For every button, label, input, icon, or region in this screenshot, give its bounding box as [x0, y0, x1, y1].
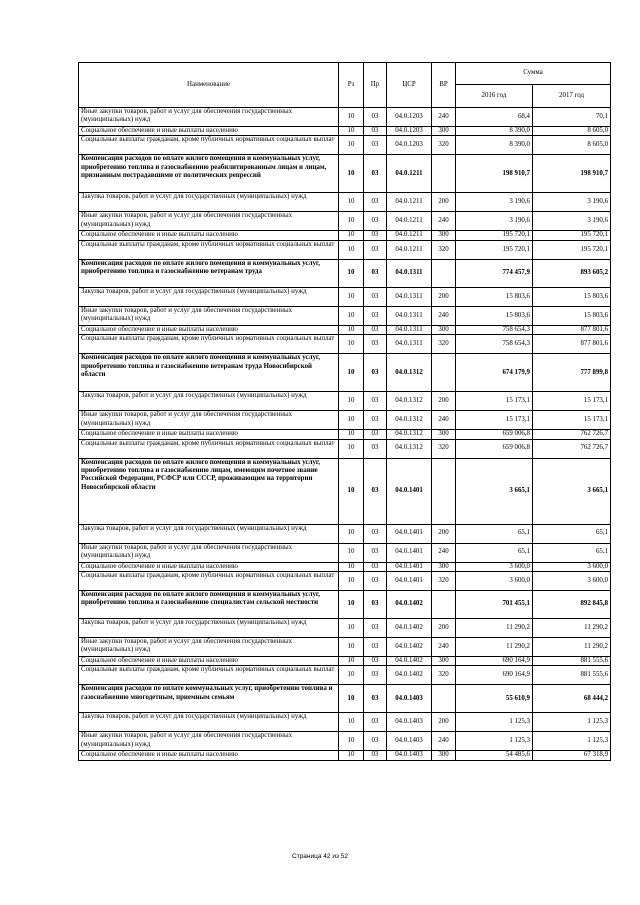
row-vr: 320: [432, 136, 456, 155]
row-rz: 10: [339, 411, 364, 430]
row-pr: 03: [364, 136, 387, 155]
row-pr: 03: [364, 240, 387, 259]
row-csr: 04.0.1402: [387, 591, 432, 619]
table-row: [79, 562, 611, 571]
row-sum-2017: 877 801,6: [533, 335, 611, 354]
table-row: [79, 751, 611, 760]
row-sum-2017: 762 726,7: [533, 430, 611, 439]
row-pr: 03: [364, 524, 387, 543]
row-vr: 240: [432, 108, 456, 127]
row-sum-2016: 15 803,6: [456, 287, 533, 306]
row-name: Социальное обеспечение и иные выплаты населению: [79, 325, 339, 334]
row-name: Социальное обеспечение и иные выплаты населению: [79, 231, 339, 240]
table-row: [79, 430, 611, 439]
row-pr: 03: [364, 751, 387, 760]
row-rz: 10: [339, 325, 364, 334]
table-row: [79, 325, 611, 334]
row-sum-2017: 762 726,7: [533, 439, 611, 458]
row-sum-2017: 777 899,8: [533, 354, 611, 392]
row-name: Закупка товаров, работ и услуг для государственных (муниципальных) нужд: [79, 619, 339, 638]
row-vr: 320: [432, 439, 456, 458]
row-csr: 04.0.1311: [387, 306, 432, 325]
row-sum-2016: 659 006,8: [456, 439, 533, 458]
row-rz: 10: [339, 127, 364, 136]
table-row: [79, 619, 611, 638]
row-rz: 10: [339, 193, 364, 212]
row-csr: 04.0.1312: [387, 354, 432, 392]
row-vr: 200: [432, 713, 456, 732]
row-pr: 03: [364, 259, 387, 287]
row-name: Социальные выплаты гражданам, кроме публичных нормативных социальных выплат: [79, 439, 339, 458]
row-vr: 300: [432, 325, 456, 334]
row-rz: 10: [339, 231, 364, 240]
row-name: Иные закупки товаров, работ и услуг для обеспечения государственных (муниципальных) нужд: [79, 108, 339, 127]
row-rz: 10: [339, 430, 364, 439]
row-pr: 03: [364, 392, 387, 411]
row-rz: 10: [339, 335, 364, 354]
row-pr: 03: [364, 638, 387, 657]
row-pr: 03: [364, 354, 387, 392]
row-pr: 03: [364, 732, 387, 751]
row-sum-2016: 3 190,6: [456, 212, 533, 231]
header-csr: ЦСР: [387, 63, 432, 108]
table-row-section: [79, 458, 611, 524]
row-pr: 03: [364, 619, 387, 638]
row-vr: [432, 259, 456, 287]
row-csr: 04.0.1402: [387, 619, 432, 638]
table-row: [79, 732, 611, 751]
row-csr: 04.0.1211: [387, 155, 432, 193]
row-sum-2017: 3 600,0: [533, 572, 611, 591]
row-sum-2017: 3 190,6: [533, 212, 611, 231]
row-sum-2016: 674 179,9: [456, 354, 533, 392]
row-vr: 240: [432, 212, 456, 231]
row-sum-2017: 881 555,6: [533, 666, 611, 685]
row-pr: 03: [364, 193, 387, 212]
row-sum-2016: 15 803,6: [456, 306, 533, 325]
row-sum-2016: 11 290,2: [456, 619, 533, 638]
row-pr: 03: [364, 306, 387, 325]
row-csr: 04.0.1403: [387, 685, 432, 713]
row-vr: 240: [432, 638, 456, 657]
table-row: [79, 543, 611, 562]
row-rz: 10: [339, 392, 364, 411]
table-row: [79, 212, 611, 231]
row-sum-2017: 881 555,6: [533, 657, 611, 666]
header-rz: Рз: [339, 63, 364, 108]
row-csr: 04.0.1312: [387, 430, 432, 439]
row-vr: 200: [432, 193, 456, 212]
row-sum-2016: 65,1: [456, 543, 533, 562]
row-sum-2016: 198 910,7: [456, 155, 533, 193]
row-csr: 04.0.1311: [387, 325, 432, 334]
row-vr: 200: [432, 524, 456, 543]
row-name: Социальные выплаты гражданам, кроме публичных нормативных социальных выплат: [79, 136, 339, 155]
row-sum-2016: 1 125,3: [456, 732, 533, 751]
row-sum-2016: 54 485,6: [456, 751, 533, 760]
row-csr: 04.0.1211: [387, 212, 432, 231]
table-row: [79, 439, 611, 458]
table-row: [79, 572, 611, 591]
row-name: Иные закупки товаров, работ и услуг для обеспечения государственных (муниципальных) нужд: [79, 212, 339, 231]
table-row: [79, 657, 611, 666]
row-sum-2016: 3 665,1: [456, 458, 533, 524]
row-sum-2016: 774 457,9: [456, 259, 533, 287]
header-year-2017: 2017 год: [533, 85, 611, 108]
table-row: [79, 127, 611, 136]
row-pr: 03: [364, 458, 387, 524]
row-pr: 03: [364, 212, 387, 231]
row-sum-2016: 68,4: [456, 108, 533, 127]
row-rz: 10: [339, 666, 364, 685]
row-vr: [432, 685, 456, 713]
row-sum-2016: 659 006,8: [456, 430, 533, 439]
row-sum-2017: 15 803,6: [533, 287, 611, 306]
row-pr: 03: [364, 108, 387, 127]
row-sum-2016: 15 173,1: [456, 411, 533, 430]
row-pr: 03: [364, 430, 387, 439]
table-row-section: [79, 354, 611, 392]
row-sum-2017: 892 845,8: [533, 591, 611, 619]
row-name: Социальные выплаты гражданам, кроме публичных нормативных социальных выплат: [79, 240, 339, 259]
row-rz: 10: [339, 657, 364, 666]
header-name: Наименование: [79, 63, 339, 108]
row-rz: 10: [339, 458, 364, 524]
row-rz: 10: [339, 751, 364, 760]
row-vr: 240: [432, 543, 456, 562]
row-rz: 10: [339, 562, 364, 571]
table-row: [79, 713, 611, 732]
table-row: [79, 193, 611, 212]
row-rz: 10: [339, 685, 364, 713]
row-vr: [432, 155, 456, 193]
row-sum-2017: 8 605,0: [533, 136, 611, 155]
row-sum-2017: 198 910,7: [533, 155, 611, 193]
row-pr: 03: [364, 543, 387, 562]
row-csr: 04.0.1402: [387, 666, 432, 685]
row-vr: [432, 458, 456, 524]
row-name: Социальное обеспечение и иные выплаты населению: [79, 430, 339, 439]
row-pr: 03: [364, 657, 387, 666]
row-sum-2017: 893 605,2: [533, 259, 611, 287]
row-name: Компенсация расходов по оплате жилого помещения и коммунальных услуг, приобретению топлива и газоснабжению специалистам сельской местности: [79, 591, 339, 619]
row-name: Закупка товаров, работ и услуг для государственных (муниципальных) нужд: [79, 524, 339, 543]
page-number: Страница 42 из 52: [292, 853, 348, 860]
row-sum-2017: 1 125,3: [533, 732, 611, 751]
table-row: [79, 240, 611, 259]
row-name: Компенсация расходов по оплате жилого помещения и коммунальных услуг, приобретению топлива и газоснабжению реабилитированным лицам и лицам, признанным пострадавшими от политических репрессий: [79, 155, 339, 193]
row-sum-2016: 690 164,9: [456, 657, 533, 666]
row-csr: 04.0.1401: [387, 458, 432, 524]
row-sum-2017: 877 801,6: [533, 325, 611, 334]
row-pr: 03: [364, 335, 387, 354]
row-sum-2017: 15 173,1: [533, 392, 611, 411]
row-rz: 10: [339, 591, 364, 619]
row-rz: 10: [339, 240, 364, 259]
row-rz: 10: [339, 524, 364, 543]
row-rz: 10: [339, 155, 364, 193]
row-pr: 03: [364, 685, 387, 713]
row-rz: 10: [339, 638, 364, 657]
row-sum-2017: 195 720,1: [533, 231, 611, 240]
row-sum-2017: 3 600,0: [533, 562, 611, 571]
row-sum-2016: 195 720,1: [456, 231, 533, 240]
table-row: [79, 411, 611, 430]
table-row: [79, 638, 611, 657]
row-vr: 240: [432, 732, 456, 751]
row-rz: 10: [339, 136, 364, 155]
row-pr: 03: [364, 411, 387, 430]
row-csr: 04.0.1311: [387, 259, 432, 287]
row-name: Социальное обеспечение и иные выплаты населению: [79, 562, 339, 571]
row-pr: 03: [364, 562, 387, 571]
row-rz: 10: [339, 306, 364, 325]
row-sum-2016: 758 654,3: [456, 335, 533, 354]
row-sum-2017: 15 803,6: [533, 306, 611, 325]
row-csr: 04.0.1211: [387, 240, 432, 259]
table-row: [79, 231, 611, 240]
table-row: [79, 306, 611, 325]
row-pr: 03: [364, 666, 387, 685]
row-pr: 03: [364, 572, 387, 591]
row-csr: 04.0.1203: [387, 136, 432, 155]
row-sum-2016: 65,1: [456, 524, 533, 543]
row-pr: 03: [364, 231, 387, 240]
row-vr: 240: [432, 411, 456, 430]
row-name: Закупка товаров, работ и услуг для государственных (муниципальных) нужд: [79, 193, 339, 212]
row-pr: 03: [364, 155, 387, 193]
row-vr: 320: [432, 335, 456, 354]
row-vr: 200: [432, 619, 456, 638]
row-vr: 200: [432, 392, 456, 411]
row-name: Иные закупки товаров, работ и услуг для обеспечения государственных (муниципальных) нужд: [79, 732, 339, 751]
row-csr: 04.0.1401: [387, 572, 432, 591]
table-row-section: [79, 685, 611, 713]
row-csr: 04.0.1401: [387, 524, 432, 543]
row-sum-2016: 701 455,1: [456, 591, 533, 619]
row-rz: 10: [339, 713, 364, 732]
row-pr: 03: [364, 439, 387, 458]
row-rz: 10: [339, 732, 364, 751]
row-rz: 10: [339, 619, 364, 638]
row-name: Социальное обеспечение и иные выплаты населению: [79, 751, 339, 760]
row-vr: 320: [432, 666, 456, 685]
header-vr: ВР: [432, 63, 456, 108]
row-csr: 04.0.1403: [387, 713, 432, 732]
row-sum-2016: 55 610,9: [456, 685, 533, 713]
row-csr: 04.0.1312: [387, 392, 432, 411]
row-pr: 03: [364, 325, 387, 334]
row-vr: 300: [432, 430, 456, 439]
row-name: Компенсация расходов по оплате коммунальных услуг, приобретению топлива и газоснабжению многодетным, приемным семьям: [79, 685, 339, 713]
row-rz: 10: [339, 439, 364, 458]
row-name: Иные закупки товаров, работ и услуг для обеспечения государственных (муниципальных) нужд: [79, 543, 339, 562]
row-sum-2016: 3 190,6: [456, 193, 533, 212]
row-pr: 03: [364, 591, 387, 619]
row-pr: 03: [364, 287, 387, 306]
row-rz: 10: [339, 259, 364, 287]
row-sum-2017: 3 190,6: [533, 193, 611, 212]
row-sum-2016: 3 600,0: [456, 572, 533, 591]
row-csr: 04.0.1402: [387, 657, 432, 666]
table-row: [79, 108, 611, 127]
row-name: Иные закупки товаров, работ и услуг для обеспечения государственных (муниципальных) нужд: [79, 411, 339, 430]
row-sum-2016: 8 390,0: [456, 136, 533, 155]
header-sum: Сумма: [456, 63, 611, 85]
row-vr: 300: [432, 562, 456, 571]
row-sum-2017: 15 173,1: [533, 411, 611, 430]
row-rz: 10: [339, 212, 364, 231]
row-csr: 04.0.1203: [387, 108, 432, 127]
row-name: Социальные выплаты гражданам, кроме публичных нормативных социальных выплат: [79, 335, 339, 354]
row-sum-2017: 1 125,3: [533, 713, 611, 732]
row-vr: 320: [432, 240, 456, 259]
row-sum-2016: 195 720,1: [456, 240, 533, 259]
row-vr: 300: [432, 127, 456, 136]
row-csr: 04.0.1311: [387, 287, 432, 306]
row-sum-2017: 195 720,1: [533, 240, 611, 259]
row-csr: 04.0.1402: [387, 638, 432, 657]
row-csr: 04.0.1311: [387, 335, 432, 354]
row-csr: 04.0.1211: [387, 193, 432, 212]
row-sum-2017: 67 318,9: [533, 751, 611, 760]
row-name: Социальные выплаты гражданам, кроме публичных нормативных социальных выплат: [79, 572, 339, 591]
row-csr: 04.0.1312: [387, 439, 432, 458]
row-csr: 04.0.1312: [387, 411, 432, 430]
table-row-section: [79, 259, 611, 287]
row-csr: 04.0.1211: [387, 231, 432, 240]
row-name: Социальное обеспечение и иные выплаты населению: [79, 127, 339, 136]
row-vr: 320: [432, 572, 456, 591]
row-name: Закупка товаров, работ и услуг для государственных (муниципальных) нужд: [79, 713, 339, 732]
header-year-2016: 2016 год: [456, 85, 533, 108]
row-sum-2017: 65,1: [533, 524, 611, 543]
row-vr: 300: [432, 657, 456, 666]
row-vr: 300: [432, 231, 456, 240]
row-name: Социальные выплаты гражданам, кроме публичных нормативных социальных выплат: [79, 666, 339, 685]
row-csr: 04.0.1403: [387, 732, 432, 751]
row-rz: 10: [339, 572, 364, 591]
row-pr: 03: [364, 713, 387, 732]
table-row: [79, 666, 611, 685]
table-row: [79, 287, 611, 306]
budget-table: [78, 62, 611, 761]
row-name: Социальное обеспечение и иные выплаты населению: [79, 657, 339, 666]
row-name: Компенсация расходов по оплате жилого помещения и коммунальных услуг, приобретению топлива и газоснабжению ветеранам труда Новосибирской области: [79, 354, 339, 392]
row-sum-2016: 1 125,3: [456, 713, 533, 732]
row-vr: [432, 591, 456, 619]
table-row: [79, 335, 611, 354]
row-sum-2016: 15 173,1: [456, 392, 533, 411]
table-row: [79, 392, 611, 411]
row-vr: 200: [432, 287, 456, 306]
row-sum-2017: 11 290,2: [533, 638, 611, 657]
row-csr: 04.0.1401: [387, 543, 432, 562]
header-pr: Пр: [364, 63, 387, 108]
row-name: Иные закупки товаров, работ и услуг для обеспечения государственных (муниципальных) нужд: [79, 638, 339, 657]
table-row: [79, 136, 611, 155]
row-name: Иные закупки товаров, работ и услуг для обеспечения государственных (муниципальных) нужд: [79, 306, 339, 325]
row-csr: 04.0.1401: [387, 562, 432, 571]
row-sum-2017: 8 605,0: [533, 127, 611, 136]
row-name: Компенсация расходов по оплате жилого помещения и коммунальных услуг, приобретению топлива и газоснабжению лицам, имеющим почетное звание Российской Федерации, РСФСР или СССР, проживающим на территории Новосибирской области: [79, 458, 339, 524]
row-name: Закупка товаров, работ и услуг для государственных (муниципальных) нужд: [79, 392, 339, 411]
row-vr: 240: [432, 306, 456, 325]
row-sum-2017: 65,1: [533, 543, 611, 562]
row-sum-2016: 8 390,0: [456, 127, 533, 136]
row-rz: 10: [339, 354, 364, 392]
row-vr: 300: [432, 751, 456, 760]
row-rz: 10: [339, 287, 364, 306]
table-row-section: [79, 155, 611, 193]
row-name: Закупка товаров, работ и услуг для государственных (муниципальных) нужд: [79, 287, 339, 306]
row-vr: [432, 354, 456, 392]
table-row: [79, 524, 611, 543]
row-sum-2017: 70,1: [533, 108, 611, 127]
row-sum-2016: 11 290,2: [456, 638, 533, 657]
row-rz: 10: [339, 108, 364, 127]
row-csr: 04.0.1403: [387, 751, 432, 760]
row-rz: 10: [339, 543, 364, 562]
row-csr: 04.0.1203: [387, 127, 432, 136]
row-sum-2017: 68 444,2: [533, 685, 611, 713]
row-name: Компенсация расходов по оплате жилого помещения и коммунальных услуг, приобретению топлива и газоснабжению ветеранам труда: [79, 259, 339, 287]
row-sum-2017: 11 290,2: [533, 619, 611, 638]
row-sum-2016: 3 600,0: [456, 562, 533, 571]
table-body: [79, 108, 611, 761]
row-sum-2016: 690 164,9: [456, 666, 533, 685]
row-sum-2017: 3 665,1: [533, 458, 611, 524]
row-sum-2016: 758 654,3: [456, 325, 533, 334]
row-pr: 03: [364, 127, 387, 136]
table-row-section: [79, 591, 611, 619]
